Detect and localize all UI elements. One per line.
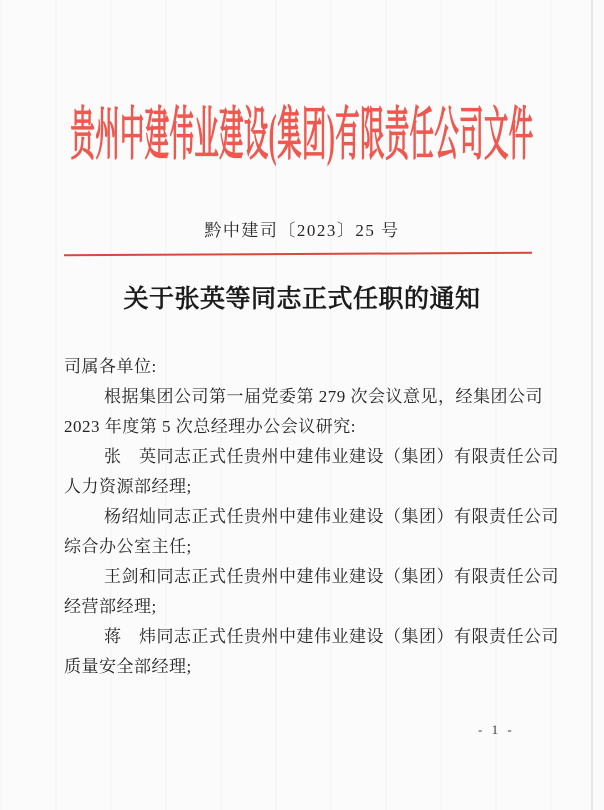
body-line: 蒋 炜同志正式任贵州中建伟业建设（集团）有限责任公司	[104, 627, 559, 646]
letterhead-title: 贵州中建伟业建设(集团)有限责任公司文件	[70, 102, 534, 167]
body-line: 司属各单位:	[64, 357, 157, 376]
body-line: 人力资源部经理;	[64, 477, 192, 496]
body-line: 张 英同志正式任贵州中建伟业建设（集团）有限责任公司	[104, 447, 559, 466]
red-divider-rule	[64, 252, 532, 256]
scan-edge-line	[591, 0, 593, 810]
document-reference-number: 黔中建司〔2023〕25 号	[204, 221, 400, 240]
document-title: 关于张英等同志正式任职的通知	[123, 286, 481, 313]
body-line: 综合办公室主任;	[64, 537, 192, 556]
body-line: 杨绍灿同志正式任贵州中建伟业建设（集团）有限责任公司	[104, 507, 559, 526]
body-line: 根据集团公司第一届党委第 279 次会议意见，经集团公司	[104, 387, 543, 406]
page-number: - 1 -	[478, 722, 515, 737]
body-line: 经营部经理;	[64, 597, 157, 616]
body-line: 王剑和同志正式任贵州中建伟业建设（集团）有限责任公司	[104, 567, 559, 586]
body-line: 2023 年度第 5 次总经理办公会议研究:	[64, 417, 356, 436]
body-line: 质量安全部经理;	[64, 657, 192, 676]
document-body	[64, 352, 559, 682]
